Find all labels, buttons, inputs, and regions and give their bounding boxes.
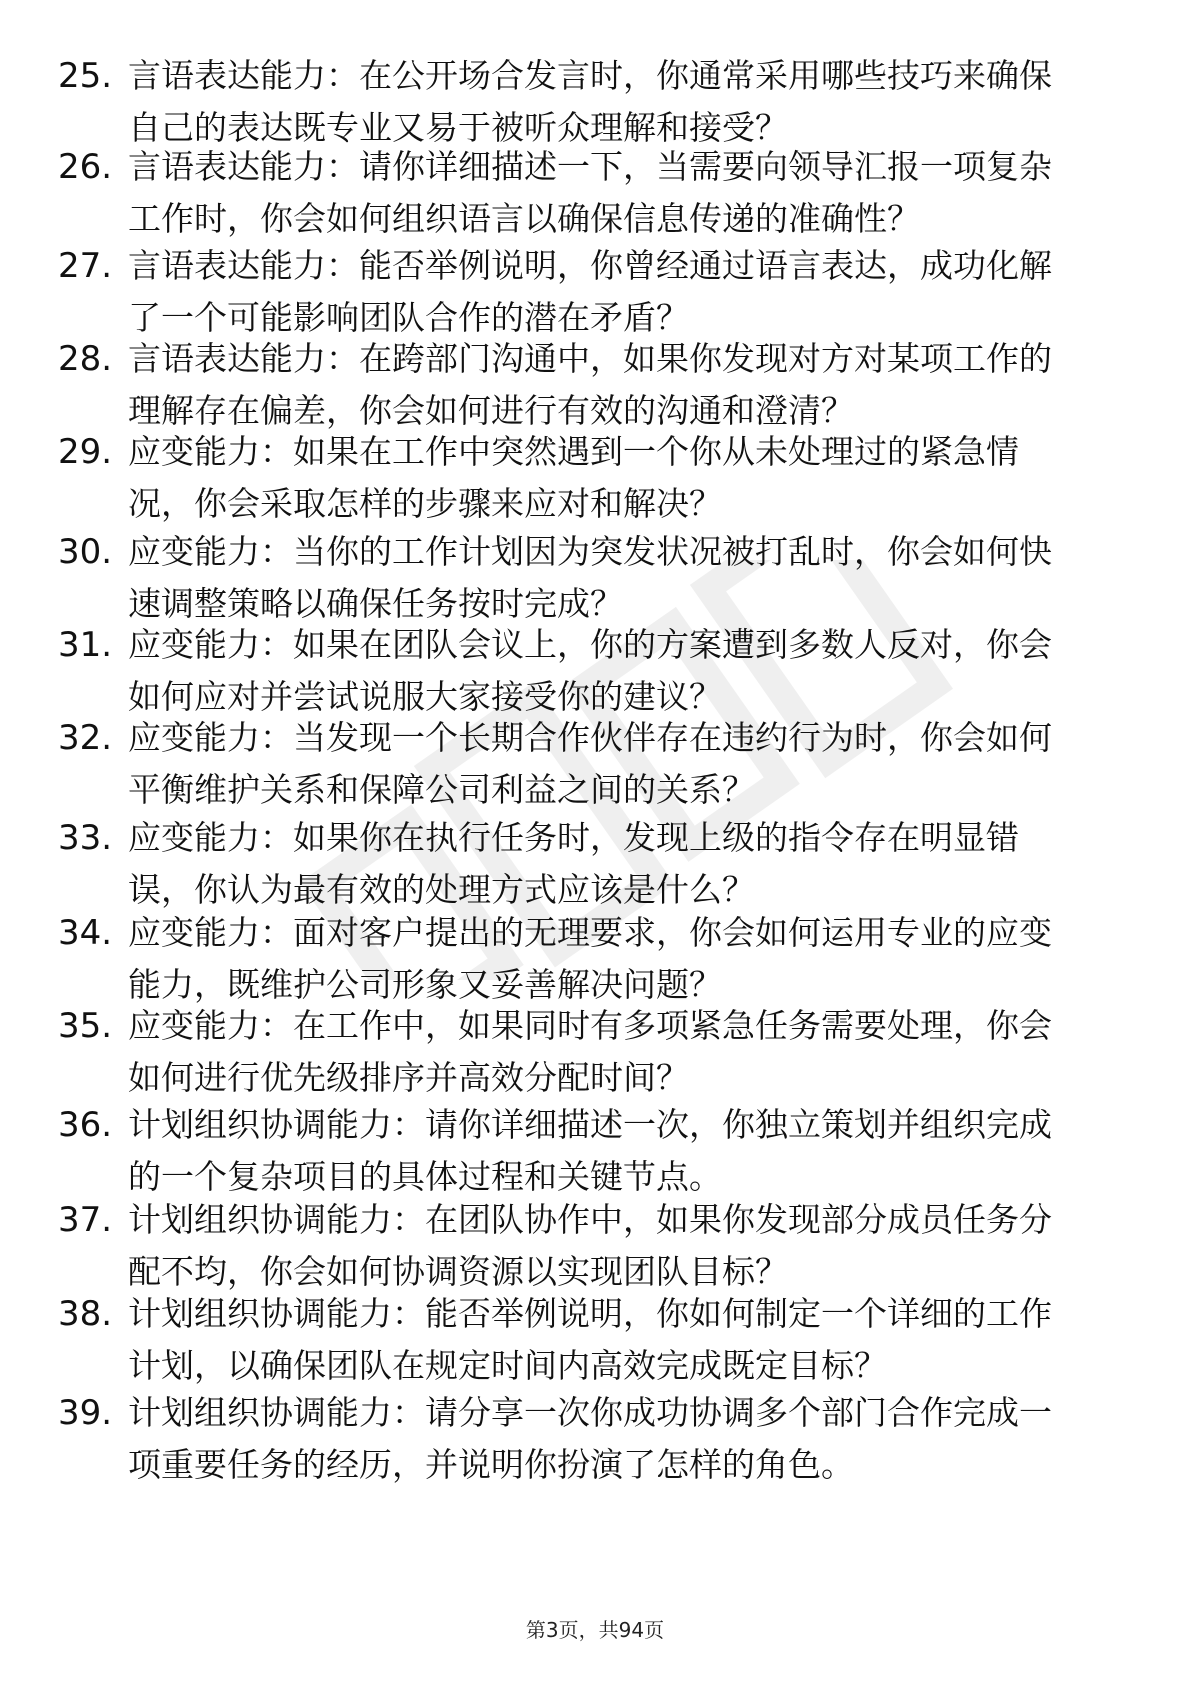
- question-text: [128, 619, 1168, 723]
- question-number: 31.: [58, 625, 113, 665]
- question-text: [128, 333, 1168, 437]
- question-number: 36.: [58, 1105, 113, 1145]
- question-item: [58, 1099, 1138, 1199]
- question-text: [128, 1288, 1168, 1392]
- question-number: 26.: [58, 147, 113, 187]
- question-line: 应变能力：当你的工作计划因为突发状况被打乱时，你会如何快: [128, 532, 1052, 571]
- question-item: [58, 1387, 1138, 1487]
- question-item: [58, 426, 1138, 526]
- question-item: [58, 1194, 1138, 1294]
- question-item: [58, 141, 1138, 241]
- question-line: 理解存在偏差，你会如何进行有效的沟通和澄清？: [128, 391, 854, 430]
- question-item: [58, 907, 1138, 1007]
- question-text: [128, 1194, 1168, 1298]
- question-item: [58, 812, 1138, 912]
- question-number: 30.: [58, 532, 113, 572]
- question-line: 况，你会采取怎样的步骤来应对和解决？: [128, 484, 722, 523]
- question-line: 平衡维护关系和保障公司利益之间的关系？: [128, 770, 755, 809]
- question-text: [128, 50, 1168, 154]
- question-item: [58, 333, 1138, 433]
- question-line: 项重要任务的经历，并说明你扮演了怎样的角色。: [128, 1445, 854, 1484]
- question-line: 的一个复杂项目的具体过程和关键节点。: [128, 1157, 722, 1196]
- question-number: 27.: [58, 246, 113, 286]
- question-line: 应变能力：如果你在执行任务时，发现上级的指令存在明显错: [128, 818, 1019, 857]
- question-line: 言语表达能力：在公开场合发言时，你通常采用哪些技巧来确保: [128, 56, 1052, 95]
- question-number: 38.: [58, 1294, 113, 1334]
- question-text: [128, 526, 1168, 630]
- question-line: 如何进行优先级排序并高效分配时间？: [128, 1058, 689, 1097]
- question-line: 工作时，你会如何组织语言以确保信息传递的准确性？: [128, 199, 920, 238]
- question-number: 39.: [58, 1393, 113, 1433]
- question-text: [128, 426, 1168, 530]
- question-line: 能力，既维护公司形象又妥善解决问题？: [128, 965, 722, 1004]
- question-text: [128, 712, 1168, 816]
- question-line: 误，你认为最有效的处理方式应该是什么？: [128, 870, 755, 909]
- question-number: 32.: [58, 718, 113, 758]
- question-line: 应变能力：当发现一个长期合作伙伴存在违约行为时，你会如何: [128, 718, 1052, 757]
- question-number: 33.: [58, 818, 113, 858]
- question-line: 应变能力：如果在团队会议上，你的方案遭到多数人反对，你会: [128, 625, 1052, 664]
- question-item: [58, 712, 1138, 812]
- question-text: [128, 812, 1168, 916]
- question-number: 28.: [58, 339, 113, 379]
- question-line: 了一个可能影响团队合作的潜在矛盾？: [128, 298, 689, 337]
- question-number: 25.: [58, 56, 113, 96]
- question-line: 计划组织协调能力：请你详细描述一次，你独立策划并组织完成: [128, 1105, 1052, 1144]
- question-line: 应变能力：如果在工作中突然遇到一个你从未处理过的紧急情: [128, 432, 1019, 471]
- question-text: [128, 1099, 1168, 1203]
- question-number: 34.: [58, 913, 113, 953]
- question-line: 计划组织协调能力：在团队协作中，如果你发现部分成员任务分: [128, 1200, 1052, 1239]
- question-line: 应变能力：在工作中，如果同时有多项紧急任务需要处理，你会: [128, 1006, 1052, 1045]
- question-item: [58, 1288, 1138, 1388]
- question-line: 言语表达能力：能否举例说明，你曾经通过语言表达，成功化解: [128, 246, 1052, 285]
- question-line: 自己的表达既专业又易于被听众理解和接受？: [128, 108, 788, 147]
- question-line: 配不均，你会如何协调资源以实现团队目标？: [128, 1252, 788, 1291]
- page-footer: 第3页，共94页: [525, 1618, 665, 1642]
- question-text: [128, 1387, 1168, 1491]
- question-text: [128, 141, 1168, 245]
- question-number: 37.: [58, 1200, 113, 1240]
- question-line: 计划组织协调能力：能否举例说明，你如何制定一个详细的工作: [128, 1294, 1052, 1333]
- question-text: [128, 907, 1168, 1011]
- question-line: 言语表达能力：请你详细描述一下，当需要向领导汇报一项复杂: [128, 147, 1052, 186]
- question-line: 如何应对并尝试说服大家接受你的建议？: [128, 677, 722, 716]
- question-number: 35.: [58, 1006, 113, 1046]
- question-item: [58, 619, 1138, 719]
- question-line: 计划，以确保团队在规定时间内高效完成既定目标？: [128, 1346, 887, 1385]
- question-line: 计划组织协调能力：请分享一次你成功协调多个部门合作完成一: [128, 1393, 1052, 1432]
- question-item: [58, 240, 1138, 340]
- question-line: 速调整策略以确保任务按时完成？: [128, 584, 623, 623]
- question-text: [128, 1000, 1168, 1104]
- question-item: [58, 1000, 1138, 1100]
- question-number: 29.: [58, 432, 113, 472]
- question-item: [58, 526, 1138, 626]
- question-line: 言语表达能力：在跨部门沟通中，如果你发现对方对某项工作的: [128, 339, 1052, 378]
- question-text: [128, 240, 1168, 344]
- question-line: 应变能力：面对客户提出的无理要求，你会如何运用专业的应变: [128, 913, 1052, 952]
- question-item: [58, 50, 1138, 150]
